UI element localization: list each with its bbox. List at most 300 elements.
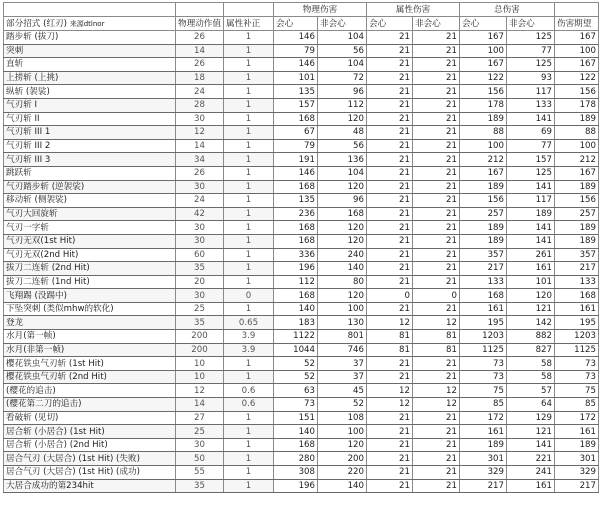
motion-value-cell[interactable]: 24 (176, 85, 224, 99)
elem-noncrit-cell[interactable]: 21 (412, 44, 459, 58)
total-crit-cell[interactable]: 73 (459, 357, 506, 371)
elem-noncrit-cell[interactable]: 81 (412, 330, 459, 344)
elem-noncrit-cell[interactable]: 21 (412, 98, 459, 112)
move-name-cell[interactable]: 拔刀二连斩 (2nd Hit) (4, 262, 176, 276)
total-noncrit-cell[interactable]: 125 (506, 31, 554, 45)
move-name-cell[interactable]: 气刃无双(2nd Hit) (4, 248, 176, 262)
phys-noncrit-cell[interactable]: 100 (317, 425, 366, 439)
move-name-cell[interactable]: 樱花铁虫气刃斩 (1st Hit) (4, 357, 176, 371)
total-noncrit-cell[interactable]: 64 (506, 398, 554, 412)
elem-crit-cell[interactable]: 21 (366, 194, 412, 208)
motion-value-cell[interactable]: 14 (176, 139, 224, 153)
elem-noncrit-cell[interactable]: 12 (412, 316, 459, 330)
header-blank-cell[interactable] (4, 3, 176, 17)
total-crit-cell[interactable]: 133 (459, 275, 506, 289)
element-mod-cell[interactable]: 1 (223, 180, 273, 194)
element-mod-cell[interactable]: 1 (223, 262, 273, 276)
element-mod-cell[interactable]: 3.9 (223, 330, 273, 344)
total-noncrit-cell[interactable]: 117 (506, 85, 554, 99)
elem-crit-cell[interactable]: 21 (366, 31, 412, 45)
total-crit-cell[interactable]: 85 (459, 398, 506, 412)
element-mod-cell[interactable]: 1 (223, 425, 273, 439)
total-noncrit-cell[interactable]: 121 (506, 302, 554, 316)
total-noncrit-cell[interactable]: 57 (506, 384, 554, 398)
total-noncrit-cell[interactable]: 101 (506, 275, 554, 289)
expected-damage-cell[interactable]: 1203 (554, 330, 598, 344)
total-noncrit-cell[interactable]: 58 (506, 357, 554, 371)
element-mod-cell[interactable]: 1 (223, 139, 273, 153)
phys-noncrit-cell[interactable]: 104 (317, 166, 366, 180)
elem-crit-cell[interactable]: 21 (366, 207, 412, 221)
phys-crit-cell[interactable]: 1122 (273, 330, 317, 344)
motion-value-cell[interactable]: 30 (176, 180, 224, 194)
motion-value-cell[interactable]: 55 (176, 466, 224, 480)
elem-noncrit-cell[interactable]: 81 (412, 343, 459, 357)
phys-noncrit-cell[interactable]: 220 (317, 466, 366, 480)
elem-crit-cell[interactable]: 21 (366, 234, 412, 248)
move-name-cell[interactable]: 水月(非第一帧) (4, 343, 176, 357)
motion-value-cell[interactable]: 35 (176, 479, 224, 493)
total-crit-cell[interactable]: 167 (459, 166, 506, 180)
total-crit-cell[interactable]: 189 (459, 234, 506, 248)
move-name-cell[interactable]: 大居合成功的第234hit (4, 479, 176, 493)
elem-noncrit-cell[interactable]: 21 (412, 126, 459, 140)
elem-crit-cell[interactable]: 81 (366, 343, 412, 357)
phys-crit-cell[interactable]: 79 (273, 139, 317, 153)
element-mod-cell[interactable]: 1 (223, 466, 273, 480)
total-noncrit-cell[interactable]: 129 (506, 411, 554, 425)
total-crit-cell[interactable]: 212 (459, 153, 506, 167)
motion-value-cell[interactable]: 10 (176, 370, 224, 384)
element-mod-cell[interactable]: 0.6 (223, 398, 273, 412)
total-crit-cell[interactable]: 301 (459, 452, 506, 466)
motion-value-cell[interactable]: 28 (176, 98, 224, 112)
total-crit-cell[interactable]: 189 (459, 112, 506, 126)
elem-crit-cell[interactable]: 21 (366, 166, 412, 180)
motion-value-cell[interactable]: 34 (176, 153, 224, 167)
total-crit-cell[interactable]: 73 (459, 370, 506, 384)
elem-noncrit-cell[interactable]: 21 (412, 411, 459, 425)
elem-noncrit-cell[interactable]: 21 (412, 357, 459, 371)
phys-crit-cell[interactable]: 1044 (273, 343, 317, 357)
total-noncrit-column-header[interactable]: 非会心 (506, 17, 554, 31)
element-mod-cell[interactable]: 1 (223, 411, 273, 425)
elem-noncrit-column-header[interactable]: 非会心 (412, 17, 459, 31)
element-mod-cell[interactable]: 1 (223, 112, 273, 126)
move-name-cell[interactable]: 气刃斩 II (4, 112, 176, 126)
elem-crit-cell[interactable]: 21 (366, 126, 412, 140)
motion-value-cell[interactable]: 30 (176, 112, 224, 126)
expected-damage-cell[interactable]: 189 (554, 234, 598, 248)
motion-value-cell[interactable]: 200 (176, 330, 224, 344)
total-noncrit-cell[interactable]: 141 (506, 438, 554, 452)
element-mod-cell[interactable]: 1 (223, 438, 273, 452)
move-name-cell[interactable]: 樱花铁虫气刃斩 (2nd Hit) (4, 370, 176, 384)
motion-value-column-header[interactable]: 物理动作值 (176, 17, 224, 31)
header-blank-cell[interactable] (554, 3, 598, 17)
elem-noncrit-cell[interactable]: 21 (412, 85, 459, 99)
phys-noncrit-cell[interactable]: 801 (317, 330, 366, 344)
elem-noncrit-cell[interactable]: 21 (412, 166, 459, 180)
motion-value-cell[interactable]: 30 (176, 234, 224, 248)
elem-noncrit-cell[interactable]: 21 (412, 234, 459, 248)
phys-noncrit-cell[interactable]: 104 (317, 58, 366, 72)
move-name-cell[interactable]: 气刃斩 III 3 (4, 153, 176, 167)
elem-noncrit-cell[interactable]: 21 (412, 221, 459, 235)
motion-value-cell[interactable]: 14 (176, 44, 224, 58)
element-mod-cell[interactable]: 1 (223, 126, 273, 140)
phys-noncrit-cell[interactable]: 140 (317, 479, 366, 493)
elem-crit-cell[interactable]: 21 (366, 357, 412, 371)
phys-noncrit-cell[interactable]: 168 (317, 207, 366, 221)
phys-noncrit-cell[interactable]: 80 (317, 275, 366, 289)
expected-damage-cell[interactable]: 73 (554, 370, 598, 384)
phys-noncrit-cell[interactable]: 120 (317, 438, 366, 452)
element-mod-cell[interactable]: 3.9 (223, 343, 273, 357)
phys-crit-cell[interactable]: 280 (273, 452, 317, 466)
total-noncrit-cell[interactable]: 882 (506, 330, 554, 344)
total-crit-cell[interactable]: 75 (459, 384, 506, 398)
motion-value-cell[interactable]: 26 (176, 166, 224, 180)
move-name-cell[interactable]: 居合气刃 (大居合) (1st Hit) (成功) (4, 466, 176, 480)
elem-noncrit-cell[interactable]: 21 (412, 194, 459, 208)
phys-crit-cell[interactable]: 101 (273, 71, 317, 85)
phys-noncrit-cell[interactable]: 37 (317, 357, 366, 371)
move-name-cell[interactable]: 气刃斩 III 1 (4, 126, 176, 140)
total-noncrit-cell[interactable]: 161 (506, 262, 554, 276)
total-noncrit-cell[interactable]: 77 (506, 44, 554, 58)
total-crit-cell[interactable]: 329 (459, 466, 506, 480)
move-name-cell[interactable]: 登龙 (4, 316, 176, 330)
element-mod-column-header[interactable]: 属性补正 (223, 17, 273, 31)
total-crit-cell[interactable]: 195 (459, 316, 506, 330)
total-crit-cell[interactable]: 1125 (459, 343, 506, 357)
total-noncrit-cell[interactable]: 141 (506, 112, 554, 126)
phys-noncrit-cell[interactable]: 120 (317, 112, 366, 126)
move-column-header[interactable] (4, 17, 176, 31)
expected-damage-cell[interactable]: 167 (554, 166, 598, 180)
total-crit-cell[interactable]: 122 (459, 71, 506, 85)
elem-noncrit-cell[interactable]: 0 (412, 289, 459, 303)
total-noncrit-cell[interactable]: 161 (506, 479, 554, 493)
element-mod-cell[interactable]: 1 (223, 194, 273, 208)
expected-damage-cell[interactable]: 168 (554, 289, 598, 303)
elem-noncrit-cell[interactable]: 21 (412, 153, 459, 167)
total-noncrit-cell[interactable]: 125 (506, 58, 554, 72)
phys-noncrit-cell[interactable]: 746 (317, 343, 366, 357)
phys-noncrit-cell[interactable]: 52 (317, 398, 366, 412)
total-noncrit-cell[interactable]: 141 (506, 234, 554, 248)
phys-crit-cell[interactable]: 168 (273, 234, 317, 248)
move-name-cell[interactable]: 纵斩 (袈裟) (4, 85, 176, 99)
element-mod-cell[interactable]: 0.65 (223, 316, 273, 330)
motion-value-cell[interactable]: 25 (176, 425, 224, 439)
phys-noncrit-cell[interactable]: 120 (317, 289, 366, 303)
move-name-cell[interactable]: 气刃大回旋斩 (4, 207, 176, 221)
expected-damage-cell[interactable]: 189 (554, 180, 598, 194)
move-name-cell[interactable]: 直斩 (4, 58, 176, 72)
motion-value-cell[interactable]: 30 (176, 221, 224, 235)
total-noncrit-cell[interactable]: 58 (506, 370, 554, 384)
expected-damage-cell[interactable]: 100 (554, 139, 598, 153)
phys-crit-cell[interactable]: 168 (273, 221, 317, 235)
motion-value-cell[interactable]: 14 (176, 398, 224, 412)
expected-damage-cell[interactable]: 156 (554, 85, 598, 99)
elem-crit-cell[interactable]: 81 (366, 330, 412, 344)
move-name-cell[interactable]: 上捞斩 (上挑) (4, 71, 176, 85)
element-mod-cell[interactable]: 1 (223, 452, 273, 466)
motion-value-cell[interactable]: 18 (176, 71, 224, 85)
elem-crit-cell[interactable]: 21 (366, 275, 412, 289)
move-name-cell[interactable]: 居合气刃 (大居合) (1st Hit) (失败) (4, 452, 176, 466)
elem-noncrit-cell[interactable]: 21 (412, 275, 459, 289)
move-name-cell[interactable]: 飞翔踢 (没踢中) (4, 289, 176, 303)
element-mod-cell[interactable]: 1 (223, 479, 273, 493)
elem-crit-cell[interactable]: 21 (366, 98, 412, 112)
total-crit-cell[interactable]: 217 (459, 479, 506, 493)
elem-crit-cell[interactable]: 21 (366, 153, 412, 167)
elem-crit-cell[interactable]: 21 (366, 180, 412, 194)
element-mod-cell[interactable]: 1 (223, 275, 273, 289)
element-mod-cell[interactable]: 1 (223, 248, 273, 262)
motion-value-cell[interactable]: 50 (176, 452, 224, 466)
total-crit-cell[interactable]: 161 (459, 302, 506, 316)
expected-damage-cell[interactable]: 75 (554, 384, 598, 398)
elem-crit-cell[interactable]: 0 (366, 289, 412, 303)
phys-crit-cell[interactable]: 52 (273, 370, 317, 384)
total-crit-cell[interactable]: 168 (459, 289, 506, 303)
elem-noncrit-cell[interactable]: 21 (412, 262, 459, 276)
phys-crit-cell[interactable]: 146 (273, 58, 317, 72)
motion-value-cell[interactable]: 30 (176, 289, 224, 303)
elem-crit-cell[interactable]: 21 (366, 262, 412, 276)
phys-noncrit-cell[interactable]: 96 (317, 85, 366, 99)
phys-crit-cell[interactable]: 146 (273, 31, 317, 45)
total-noncrit-cell[interactable]: 133 (506, 98, 554, 112)
element-mod-cell[interactable]: 1 (223, 71, 273, 85)
motion-value-cell[interactable]: 27 (176, 411, 224, 425)
phys-crit-cell[interactable]: 236 (273, 207, 317, 221)
elem-crit-cell[interactable]: 21 (366, 85, 412, 99)
phys-crit-cell[interactable]: 168 (273, 180, 317, 194)
expected-damage-cell[interactable]: 167 (554, 31, 598, 45)
expected-damage-cell[interactable]: 189 (554, 221, 598, 235)
phys-noncrit-cell[interactable]: 120 (317, 234, 366, 248)
element-mod-cell[interactable]: 1 (223, 357, 273, 371)
elem-crit-cell[interactable]: 21 (366, 139, 412, 153)
elem-crit-cell[interactable]: 21 (366, 425, 412, 439)
move-name-cell[interactable]: 看破斩 (见切) (4, 411, 176, 425)
phys-crit-cell[interactable]: 79 (273, 44, 317, 58)
phys-crit-cell[interactable]: 67 (273, 126, 317, 140)
total-crit-cell[interactable]: 178 (459, 98, 506, 112)
total-noncrit-cell[interactable]: 125 (506, 166, 554, 180)
expected-damage-cell[interactable]: 217 (554, 479, 598, 493)
elem-crit-cell[interactable]: 21 (366, 44, 412, 58)
move-name-cell[interactable]: 跳跃斩 (4, 166, 176, 180)
expected-damage-cell[interactable]: 156 (554, 194, 598, 208)
move-name-cell[interactable]: (樱花的追击) (4, 384, 176, 398)
move-name-cell[interactable]: 移动斩 (侧袈裟) (4, 194, 176, 208)
phys-crit-cell[interactable]: 112 (273, 275, 317, 289)
phys-crit-cell[interactable]: 135 (273, 85, 317, 99)
phys-noncrit-cell[interactable]: 100 (317, 302, 366, 316)
phys-noncrit-cell[interactable]: 120 (317, 180, 366, 194)
expected-damage-cell[interactable]: 161 (554, 302, 598, 316)
elem-crit-cell[interactable]: 12 (366, 384, 412, 398)
expected-damage-cell[interactable]: 301 (554, 452, 598, 466)
elem-noncrit-cell[interactable]: 21 (412, 452, 459, 466)
expected-damage-cell[interactable]: 1125 (554, 343, 598, 357)
elem-noncrit-cell[interactable]: 21 (412, 112, 459, 126)
elem-noncrit-cell[interactable]: 21 (412, 370, 459, 384)
total-noncrit-cell[interactable]: 121 (506, 425, 554, 439)
total-noncrit-cell[interactable]: 221 (506, 452, 554, 466)
phys-noncrit-cell[interactable]: 72 (317, 71, 366, 85)
elem-crit-cell[interactable]: 21 (366, 479, 412, 493)
phys-crit-cell[interactable]: 146 (273, 166, 317, 180)
total-crit-cell[interactable]: 172 (459, 411, 506, 425)
motion-value-cell[interactable]: 12 (176, 126, 224, 140)
phys-crit-column-header[interactable]: 会心 (273, 17, 317, 31)
motion-value-cell[interactable]: 35 (176, 316, 224, 330)
elem-crit-cell[interactable]: 12 (366, 398, 412, 412)
phys-crit-cell[interactable]: 157 (273, 98, 317, 112)
expected-damage-cell[interactable]: 88 (554, 126, 598, 140)
phys-noncrit-cell[interactable]: 45 (317, 384, 366, 398)
physical-damage-group-header[interactable]: 物理伤害 (273, 3, 366, 17)
move-name-cell[interactable]: 居合斩 (小居合) (1st Hit) (4, 425, 176, 439)
motion-value-cell[interactable]: 20 (176, 275, 224, 289)
total-crit-cell[interactable]: 357 (459, 248, 506, 262)
motion-value-cell[interactable]: 24 (176, 194, 224, 208)
phys-crit-cell[interactable]: 151 (273, 411, 317, 425)
elem-crit-cell[interactable]: 12 (366, 316, 412, 330)
phys-crit-cell[interactable]: 183 (273, 316, 317, 330)
phys-noncrit-cell[interactable]: 56 (317, 44, 366, 58)
elem-noncrit-cell[interactable]: 21 (412, 180, 459, 194)
phys-crit-cell[interactable]: 140 (273, 302, 317, 316)
header-blank-cell[interactable] (176, 3, 224, 17)
elem-noncrit-cell[interactable]: 21 (412, 31, 459, 45)
total-noncrit-cell[interactable]: 117 (506, 194, 554, 208)
total-crit-cell[interactable]: 1203 (459, 330, 506, 344)
move-name-cell[interactable]: 气刃斩 III 2 (4, 139, 176, 153)
element-mod-cell[interactable]: 1 (223, 302, 273, 316)
phys-crit-cell[interactable]: 52 (273, 357, 317, 371)
motion-value-cell[interactable]: 26 (176, 58, 224, 72)
total-noncrit-cell[interactable]: 827 (506, 343, 554, 357)
elem-noncrit-cell[interactable]: 21 (412, 207, 459, 221)
total-noncrit-cell[interactable]: 141 (506, 221, 554, 235)
elem-noncrit-cell[interactable]: 21 (412, 479, 459, 493)
expected-damage-cell[interactable]: 73 (554, 357, 598, 371)
element-mod-cell[interactable]: 1 (223, 31, 273, 45)
expected-damage-cell[interactable]: 189 (554, 112, 598, 126)
element-mod-cell[interactable]: 1 (223, 153, 273, 167)
expected-damage-cell[interactable]: 217 (554, 262, 598, 276)
phys-crit-cell[interactable]: 168 (273, 438, 317, 452)
move-name-cell[interactable]: 气刃踏步斩 (逆袈裟) (4, 180, 176, 194)
phys-noncrit-cell[interactable]: 104 (317, 31, 366, 45)
elem-crit-cell[interactable]: 21 (366, 221, 412, 235)
phys-crit-cell[interactable]: 191 (273, 153, 317, 167)
phys-noncrit-cell[interactable]: 240 (317, 248, 366, 262)
elem-noncrit-cell[interactable]: 12 (412, 398, 459, 412)
move-name-cell[interactable]: 拔刀二连斩 (1nd Hit) (4, 275, 176, 289)
phys-crit-cell[interactable]: 168 (273, 289, 317, 303)
elem-crit-cell[interactable]: 21 (366, 112, 412, 126)
total-noncrit-cell[interactable]: 157 (506, 153, 554, 167)
expected-damage-cell[interactable]: 178 (554, 98, 598, 112)
header-blank-cell[interactable] (223, 3, 273, 17)
elem-noncrit-cell[interactable]: 21 (412, 438, 459, 452)
phys-crit-cell[interactable]: 196 (273, 479, 317, 493)
expected-damage-cell[interactable]: 212 (554, 153, 598, 167)
total-noncrit-cell[interactable]: 141 (506, 180, 554, 194)
move-name-cell[interactable]: 气刃斩 I (4, 98, 176, 112)
elem-crit-cell[interactable]: 21 (366, 466, 412, 480)
element-mod-cell[interactable]: 1 (223, 98, 273, 112)
phys-noncrit-cell[interactable]: 37 (317, 370, 366, 384)
total-crit-cell[interactable]: 189 (459, 221, 506, 235)
total-noncrit-cell[interactable]: 261 (506, 248, 554, 262)
elem-noncrit-cell[interactable]: 21 (412, 302, 459, 316)
elem-noncrit-cell[interactable]: 21 (412, 71, 459, 85)
elem-crit-cell[interactable]: 21 (366, 71, 412, 85)
expected-damage-cell[interactable]: 189 (554, 438, 598, 452)
total-crit-cell[interactable]: 217 (459, 262, 506, 276)
elem-crit-cell[interactable]: 21 (366, 58, 412, 72)
phys-crit-cell[interactable]: 336 (273, 248, 317, 262)
elem-crit-cell[interactable]: 21 (366, 248, 412, 262)
phys-noncrit-column-header[interactable]: 非会心 (317, 17, 366, 31)
element-mod-cell[interactable]: 0 (223, 289, 273, 303)
move-name-cell[interactable]: 突刺 (4, 44, 176, 58)
expected-damage-cell[interactable]: 357 (554, 248, 598, 262)
element-mod-cell[interactable]: 1 (223, 234, 273, 248)
elem-noncrit-cell[interactable]: 21 (412, 139, 459, 153)
expected-damage-cell[interactable]: 161 (554, 425, 598, 439)
phys-crit-cell[interactable]: 196 (273, 262, 317, 276)
motion-value-cell[interactable]: 200 (176, 343, 224, 357)
phys-noncrit-cell[interactable]: 108 (317, 411, 366, 425)
motion-value-cell[interactable]: 25 (176, 302, 224, 316)
total-noncrit-cell[interactable]: 241 (506, 466, 554, 480)
expected-damage-cell[interactable]: 85 (554, 398, 598, 412)
elem-crit-cell[interactable]: 21 (366, 438, 412, 452)
total-crit-cell[interactable]: 257 (459, 207, 506, 221)
phys-noncrit-cell[interactable]: 96 (317, 194, 366, 208)
expected-damage-cell[interactable]: 172 (554, 411, 598, 425)
motion-value-cell[interactable]: 26 (176, 31, 224, 45)
elem-crit-column-header[interactable]: 会心 (366, 17, 412, 31)
total-crit-column-header[interactable]: 会心 (459, 17, 506, 31)
total-noncrit-cell[interactable]: 120 (506, 289, 554, 303)
phys-noncrit-cell[interactable]: 130 (317, 316, 366, 330)
total-noncrit-cell[interactable]: 189 (506, 207, 554, 221)
elem-noncrit-cell[interactable]: 21 (412, 58, 459, 72)
expected-damage-cell[interactable]: 257 (554, 207, 598, 221)
move-name-cell[interactable]: 气刃一字斩 (4, 221, 176, 235)
elem-noncrit-cell[interactable]: 12 (412, 384, 459, 398)
elem-noncrit-cell[interactable]: 21 (412, 466, 459, 480)
phys-crit-cell[interactable]: 140 (273, 425, 317, 439)
phys-crit-cell[interactable]: 135 (273, 194, 317, 208)
move-name-cell[interactable]: 下坠突刺 (类似mhw的软化) (4, 302, 176, 316)
phys-crit-cell[interactable]: 308 (273, 466, 317, 480)
expected-column-header[interactable]: 伤害期望 (554, 17, 598, 31)
